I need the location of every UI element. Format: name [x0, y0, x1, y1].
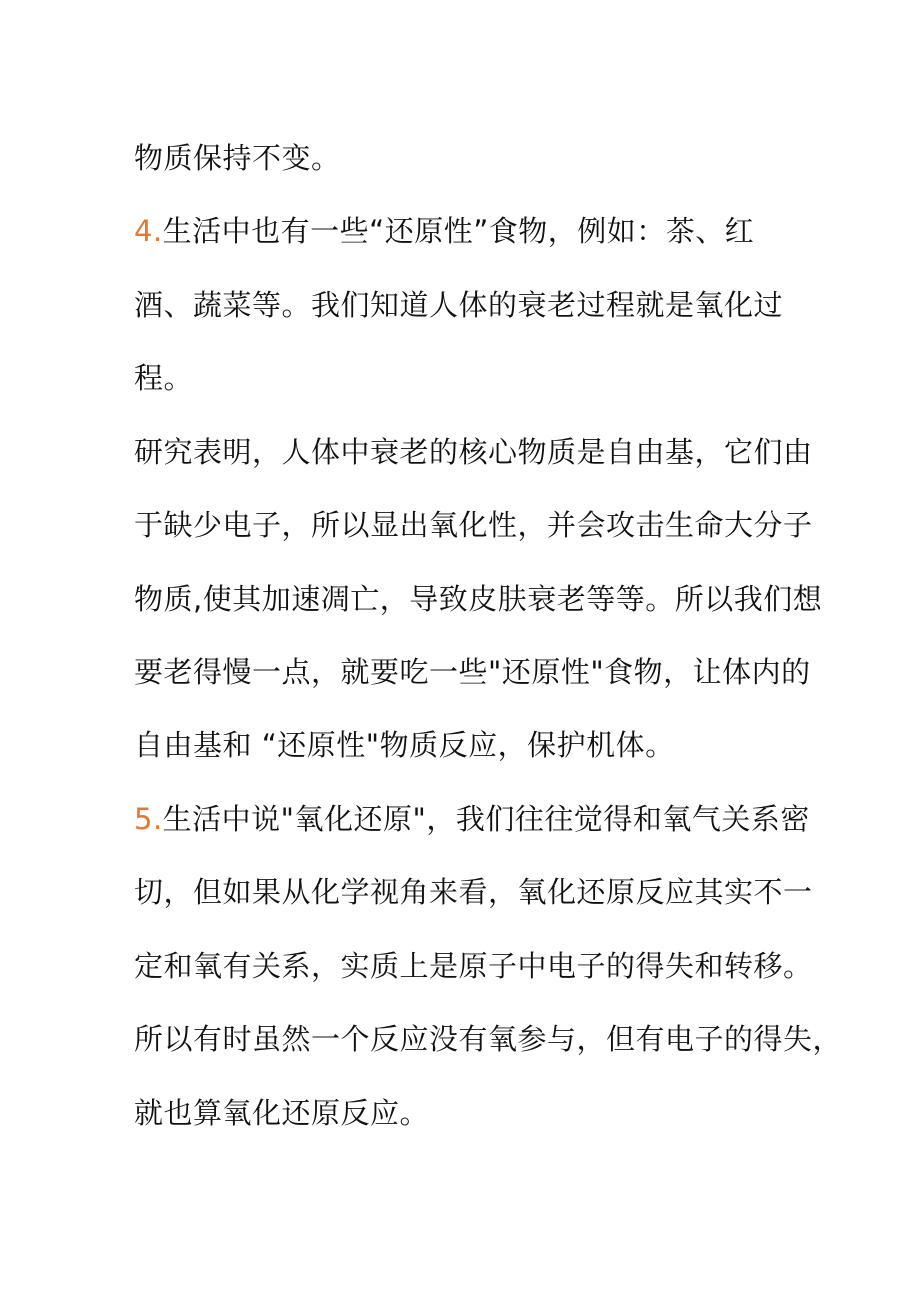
line-text: 于缺少电子，所以显出氧化性，并会攻击生命大分子	[134, 508, 813, 542]
text-line	[134, 946, 813, 986]
text-line	[134, 579, 822, 619]
text-line	[134, 432, 813, 472]
text-line	[134, 358, 193, 398]
line-text: 切，但如果从化学视角来看，氧化还原反应其实不一	[134, 875, 813, 909]
line-text: 物质保持不变。	[134, 141, 341, 175]
text-line	[134, 1093, 429, 1133]
text-line	[134, 138, 341, 178]
text-line	[134, 211, 754, 251]
line-text: 定和氧有关系，实质上是原子中电子的得失和转移。	[134, 949, 813, 983]
text-line	[134, 505, 813, 545]
line-text: 物质,使其加速凋亡，导致皮肤衰老等等。所以我们想	[134, 582, 823, 616]
item-number: 4.	[134, 214, 163, 248]
text-line	[134, 872, 813, 912]
text-line	[134, 285, 783, 325]
item-number: 5.	[134, 802, 163, 836]
text-line	[134, 799, 810, 839]
line-text: 酒、蔬菜等。我们知道人体的衰老过程就是氧化过	[134, 288, 784, 322]
line-text: 自由基和 “还原性"物质反应，保护机体。	[134, 728, 675, 762]
line-text: 所以有时虽然一个反应没有氧参与，但有电子的得失，	[134, 1022, 843, 1056]
text-line	[134, 725, 675, 765]
text-line	[134, 652, 811, 692]
line-text: 生活中也有一些“还原性”食物，例如：茶、红	[162, 214, 755, 248]
line-text: 就也算氧化还原反应。	[134, 1096, 430, 1130]
line-text: 生活中说"氧化还原"，我们往往觉得和氧气关系密	[162, 802, 810, 836]
line-text: 程。	[134, 361, 194, 395]
line-text: 要老得慢一点，就要吃一些"还原性"食物，让体内的	[134, 655, 811, 689]
text-line	[134, 1019, 842, 1059]
line-text: 研究表明，人体中衰老的核心物质是自由基，它们由	[134, 435, 813, 469]
